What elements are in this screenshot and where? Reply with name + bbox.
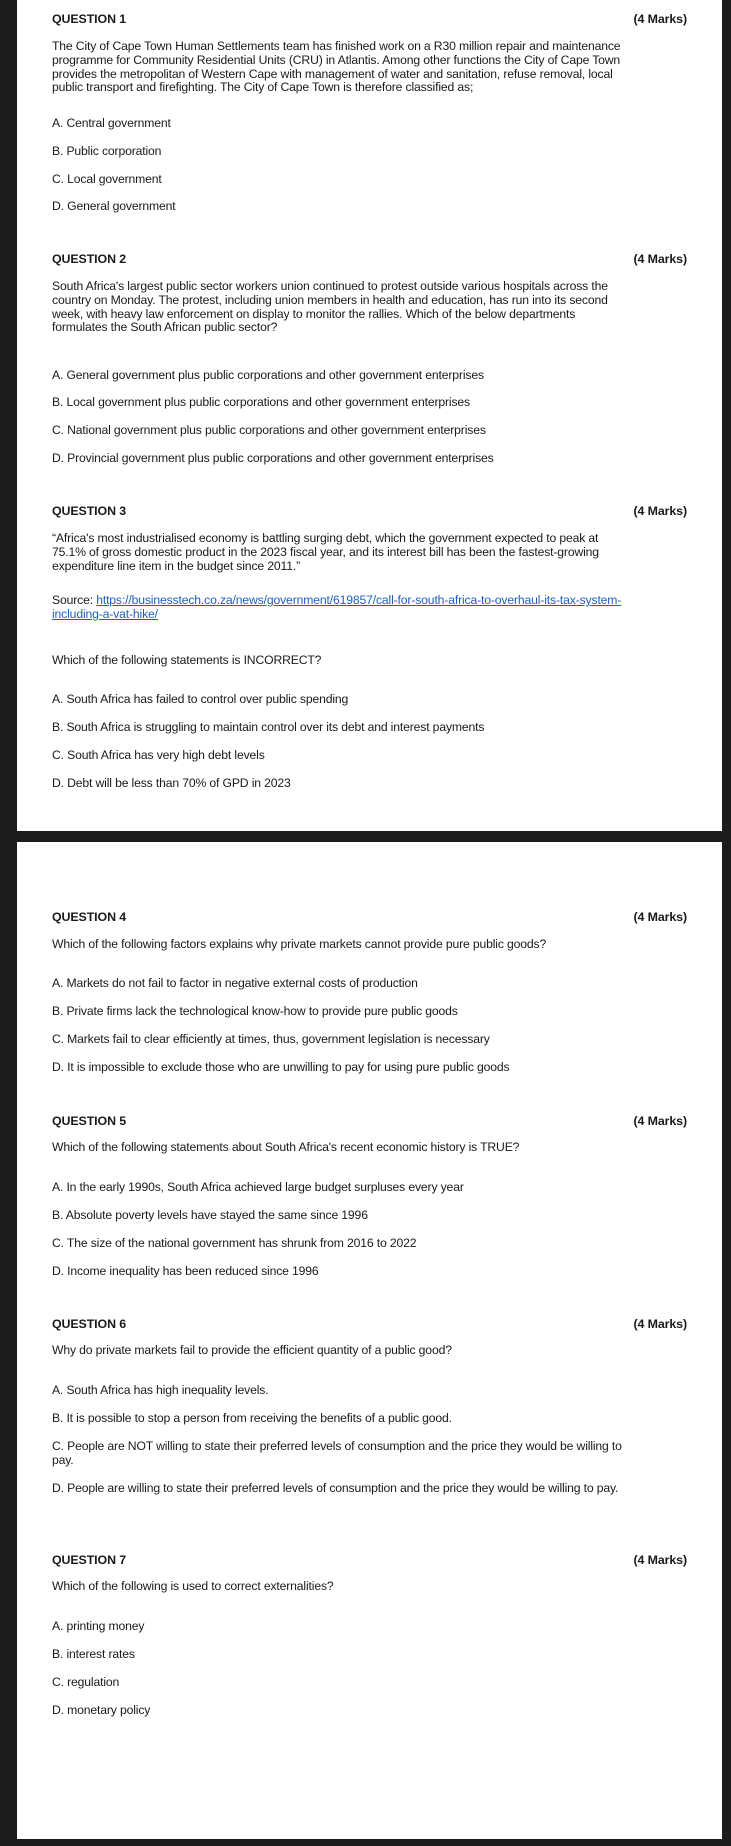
question-marks: (4 Marks) [633,12,687,26]
document-page-2 [17,842,722,1839]
question-7-option-a: A. printing money [52,1619,145,1633]
question-title: QUESTION 1 [52,12,127,26]
question-4-header [17,910,722,926]
question-3-header [17,504,722,520]
question-title: QUESTION 4 [52,910,127,924]
question-1-option-d: D. General government [52,199,176,213]
question-2-option-d: D. Provincial government plus public corporations and other government enterprises [52,451,494,465]
question-2-option-c: C. National government plus public corporations and other government enterprises [52,423,486,437]
question-1-option-b: B. Public corporation [52,144,162,158]
document-page-1 [17,0,722,831]
question-1-option-a: A. Central government [52,116,171,130]
question-6-header [17,1317,722,1333]
question-3-option-a: A. South Africa has failed to control over public spending [52,692,349,706]
question-7-header [17,1553,722,1569]
question-5-stem: Which of the following statements about South Africa's recent economic history is TRUE? [52,1140,520,1154]
question-3-option-b: B. South Africa is struggling to maintain control over its debt and interest payments [52,720,485,734]
question-marks: (4 Marks) [633,1553,687,1567]
question-7-option-b: B. interest rates [52,1647,135,1661]
question-title: QUESTION 3 [52,504,127,518]
question-3-source [52,594,632,622]
question-title: QUESTION 5 [52,1114,127,1128]
question-6-stem: Why do private markets fail to provide the efficient quantity of a public good? [52,1343,452,1357]
question-1-header [17,12,722,28]
question-2-option-b: B. Local government plus public corporations and other government enterprises [52,395,470,409]
question-3-option-d: D. Debt will be less than 70% of GPD in 2023 [52,776,291,790]
question-7-option-c: C. regulation [52,1675,120,1689]
question-2-header [17,252,722,268]
question-3-stem: Which of the following statements is INCORRECT? [52,653,322,667]
question-marks: (4 Marks) [633,1317,687,1331]
question-5-option-b: B. Absolute poverty levels have stayed the same since 1996 [52,1208,368,1222]
question-6-option-d: D. People are willing to state their preferred levels of consumption and the price they would be willing to pay. [52,1481,619,1495]
question-4-option-b: B. Private firms lack the technological know-how to provide pure public goods [52,1004,458,1018]
question-title: QUESTION 2 [52,252,127,266]
question-7-option-d: D. monetary policy [52,1703,151,1717]
question-5-option-d: D. Income inequality has been reduced since 1996 [52,1264,319,1278]
question-4-stem: Which of the following factors explains why private markets cannot provide pure public goods? [52,937,547,951]
question-title: QUESTION 6 [52,1317,127,1331]
question-1-option-c: C. Local government [52,172,162,186]
question-4-option-c: C. Markets fail to clear efficiently at times, thus, government legislation is necessary [52,1032,490,1046]
question-5-header [17,1114,722,1130]
question-marks: (4 Marks) [633,252,687,266]
question-marks: (4 Marks) [633,504,687,518]
question-6-option-b: B. It is possible to stop a person from receiving the benefits of a public good. [52,1411,452,1425]
question-5-option-a: A. In the early 1990s, South Africa achieved large budget surpluses every year [52,1180,464,1194]
question-3-option-c: C. South Africa has very high debt levels [52,748,265,762]
question-4-option-a: A. Markets do not fail to factor in negative external costs of production [52,976,418,990]
question-3-quote: “Africa's most industrialised economy is battling surging debt, which the government expected to peak at 75.1% of gross domestic product in the 2023 fiscal year, and its interest bill has been the fastest-growing expenditure line item in the budget since 2011.” [52,531,599,573]
question-2-option-a: A. General government plus public corporations and other government enterprises [52,368,484,382]
question-marks: (4 Marks) [633,910,687,924]
question-2-stem: South Africa's largest public sector workers union continued to protest outside various hospitals across the country on Monday. The protest, including union members in health and education, has run into its second week, with heavy law enforcement on display to monitor the rallies. Which of the below departments formulates the South African public sector? [52,279,608,335]
question-title: QUESTION 7 [52,1553,127,1567]
source-link[interactable]: https://businesstech.co.za/news/government/619857/call-for-south-africa-to-overhaul-its-tax-system-including-a-vat-hike/ [52,593,622,621]
question-6-option-a: A. South Africa has high inequality levels. [52,1383,269,1397]
question-4-option-d: D. It is impossible to exclude those who are unwilling to pay for using pure public goods [52,1060,510,1074]
question-marks: (4 Marks) [633,1114,687,1128]
source-label: Source: [52,593,97,607]
question-7-stem: Which of the following is used to correct externalities? [52,1579,334,1593]
question-6-option-c: C. People are NOT willing to state their preferred levels of consumption and the price they would be willing to pay. [52,1439,622,1467]
question-1-stem: The City of Cape Town Human Settlements team has finished work on a R30 million repair and maintenance programme for Community Residential Units (CRU) in Atlantis. Among other functions the City of Cape Town provides the metropolitan of Western Cape with management of water and sanitation, refuse removal, local public transport and firefighting. The City of Cape Town is therefore classified as; [52,39,621,95]
question-5-option-c: C. The size of the national government has shrunk from 2016 to 2022 [52,1236,417,1250]
